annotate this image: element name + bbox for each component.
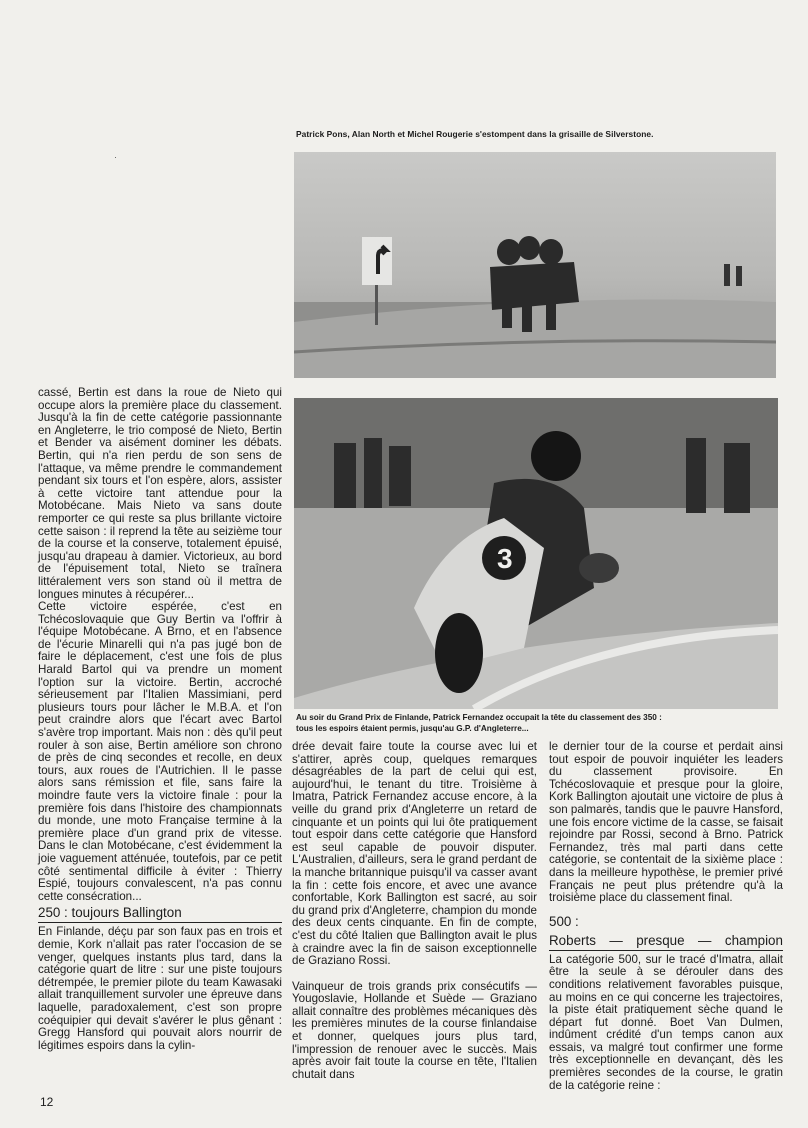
paragraph: Cette victoire espérée, c'est en Tchécoslovaquie que Guy Bertin va l'offrir à l'équipe Motobécane. A Brno, et en l'absence de l'écurie Minarelli qui n'a pas jugé bon de faire le déplacement, c'est une fois de plus Harald Bartol qui va prendre un moment l'option sur la victoire. Bertin, accroché sérieusement par l'Italien Massimiani, perd plusieurs tours pour lâcher le M.B.A. et l'on peut craindre alors que l'écart avec Bartol s'avère trop important. Mais non : dès qu'il peut rouler à son aise, Bertin améliore son chrono de près de cinq secondes et recolle, en deux tours, aux roues de l'Autrichien. Il le passe alors sans rémission et file, sans faire la moindre faute vers la victoire finale : pour la première fois dans l'histoire des championnats du monde, une moto Française termine à la première place d'un grand prix de vitesse. Dans le clan Motobécane, c'est évidemment la joie vaguement atténuée, toutefois, par ce petit côté sentimental difficile à éviter : Thierry Espié, toujours convalescent, n'a pas connu cette consécration...	[38, 600, 282, 903]
photo-silverstone-image	[294, 152, 776, 378]
paragraph: le dernier tour de la course et perdait ainsi tout espoir de pouvoir inquiéter les leaders du classement provisoire. En Tchécoslovaquie et presque pour la gloire, Kork Ballington ajoutait une victoire de plus à son palmarès, tandis que le pauvre Hansford, une fois encore victime de la casse, se faisait rejoindre par Rossi, second à Brno. Patrick Fernandez, très mal parti dans cette catégorie, se contentait de la sixième place : dans la meilleure hypothèse, le premier privé Français ne peut plus prétendre qu'à la troisième place du classement final.	[549, 740, 783, 905]
section-heading-250: 250 : toujours Ballington	[38, 905, 282, 923]
heading-word: Roberts	[549, 932, 596, 948]
middle-column	[292, 741, 537, 1081]
heading-word: presque	[636, 932, 685, 948]
section-heading-500-line2	[549, 933, 783, 951]
heading-word: —	[609, 932, 623, 948]
caption-middle-line2: tous les espoirs étaient permis, jusqu'au G.P. d'Angleterre...	[296, 723, 529, 733]
caption-middle	[296, 713, 780, 734]
heading-word: —	[698, 932, 712, 948]
paragraph: La catégorie 500, sur le tracé d'Imatra, allait être la seule à se dérouler dans des conditions relativement favorables puisque, au moins en ce qui concerne les trajectoires, la piste était pratiquement sèche quand le départ fut donné. Boet Van Dulmen, indûment crédité d'un temps canon aux essais, va malgré tout confirmer une forme très exceptionnelle en devançant, dès les premières secondes de la course, le gratin de la catégorie reine :	[549, 952, 783, 1092]
print-mark: ·	[114, 152, 117, 162]
photo-silverstone	[294, 152, 776, 378]
paragraph: drée devait faire toute la course avec lui et s'attirer, après coup, quelques remarques désagréables de la part de celui qui est, aujourd'hui, le tenant du titre. Troisième à Imatra, Patrick Fernandez accuse encore, à la veille du grand prix d'Angleterre un retard de cinquante et un points qui lui ôte pratiquement tout espoir dans cette catégorie que Hansford est seul capable de pouvoir disputer. L'Australien, d'ailleurs, sera le grand perdant de la manche britannique puisqu'il va casser avant la fin : cette fois encore, et avec une avance confortable, Kork Ballington est sacré, au soir du grand prix d'Angleterre, champion du monde des deux cents cinquante. En fin de compte, c'est du côté Italien que Ballington avait le plus à craindre avec la fin de saison exceptionnelle de Graziano Rossi.	[292, 740, 537, 968]
paragraph: Vainqueur de trois grands prix consécutifs — Yougoslavie, Hollande et Suède — Graziano allait connaître des problèmes mécaniques dès les premières minutes de la course finlandaise et donner, quelques jours plus tard, l'impression de renouer avec le succès. Mais après avoir fait toute la course en tête, l'Italien chutait dans	[292, 979, 537, 1081]
paragraph: cassé, Bertin est dans la roue de Nieto qui occupe alors la première place du classement. Jusqu'à la fin de cette catégorie passionnante en Angleterre, le trio composé de Nieto, Bertin et Bender va aisément dominer les débats. Bertin, qui n'a rien perdu de son sens de l'attaque, va même prendre le commandement pendant six tours et l'on espère, alors, assister à cette victoire tant attendue pour la Motobécane. Mais Nieto va sans doute remporter ce qui reste sa plus brillante victoire cette saison : il reprend la tête au seizième tour de la course et la conserve, totalement épuisé, jusqu'au drapeau à damier. Victorieux, au bord de l'épuisement total, Nieto se traînera littéralement vers son stand où il mettra de longues minutes à récupérer...	[38, 386, 282, 601]
photo-finland	[294, 398, 778, 709]
caption-middle-line1: Au soir du Grand Prix de Finlande, Patrick Fernandez occupait la tête du classement des 350 :	[296, 713, 662, 722]
caption-top: Patrick Pons, Alan North et Michel Rougerie s'estompent dans la grisaille de Silverstone.	[296, 129, 654, 139]
section-heading-500-line1: 500 :	[549, 913, 579, 929]
page-number: 12	[40, 1095, 54, 1109]
photo-finland-image	[294, 398, 778, 709]
right-column	[549, 741, 783, 1092]
paragraph: En Finlande, déçu par son faux pas en trois et demie, Kork n'allait pas rater l'occasion de se venger, quelques instants plus tard, dans la catégorie quart de litre : sur une piste toujours détrempée, le premier pilote du team Kawasaki allait tranquillement survoler une épreuve dans laquelle, paradoxalement, c'est son propre coéquipier qui devait s'avérer le plus gênant : Gregg Hansford qui pouvait alors nourrir de légitimes espoirs dans la cylin-	[38, 925, 282, 1052]
svg-text:3: 3	[497, 543, 513, 574]
heading-word: champion	[724, 932, 783, 948]
left-column	[38, 387, 282, 1052]
